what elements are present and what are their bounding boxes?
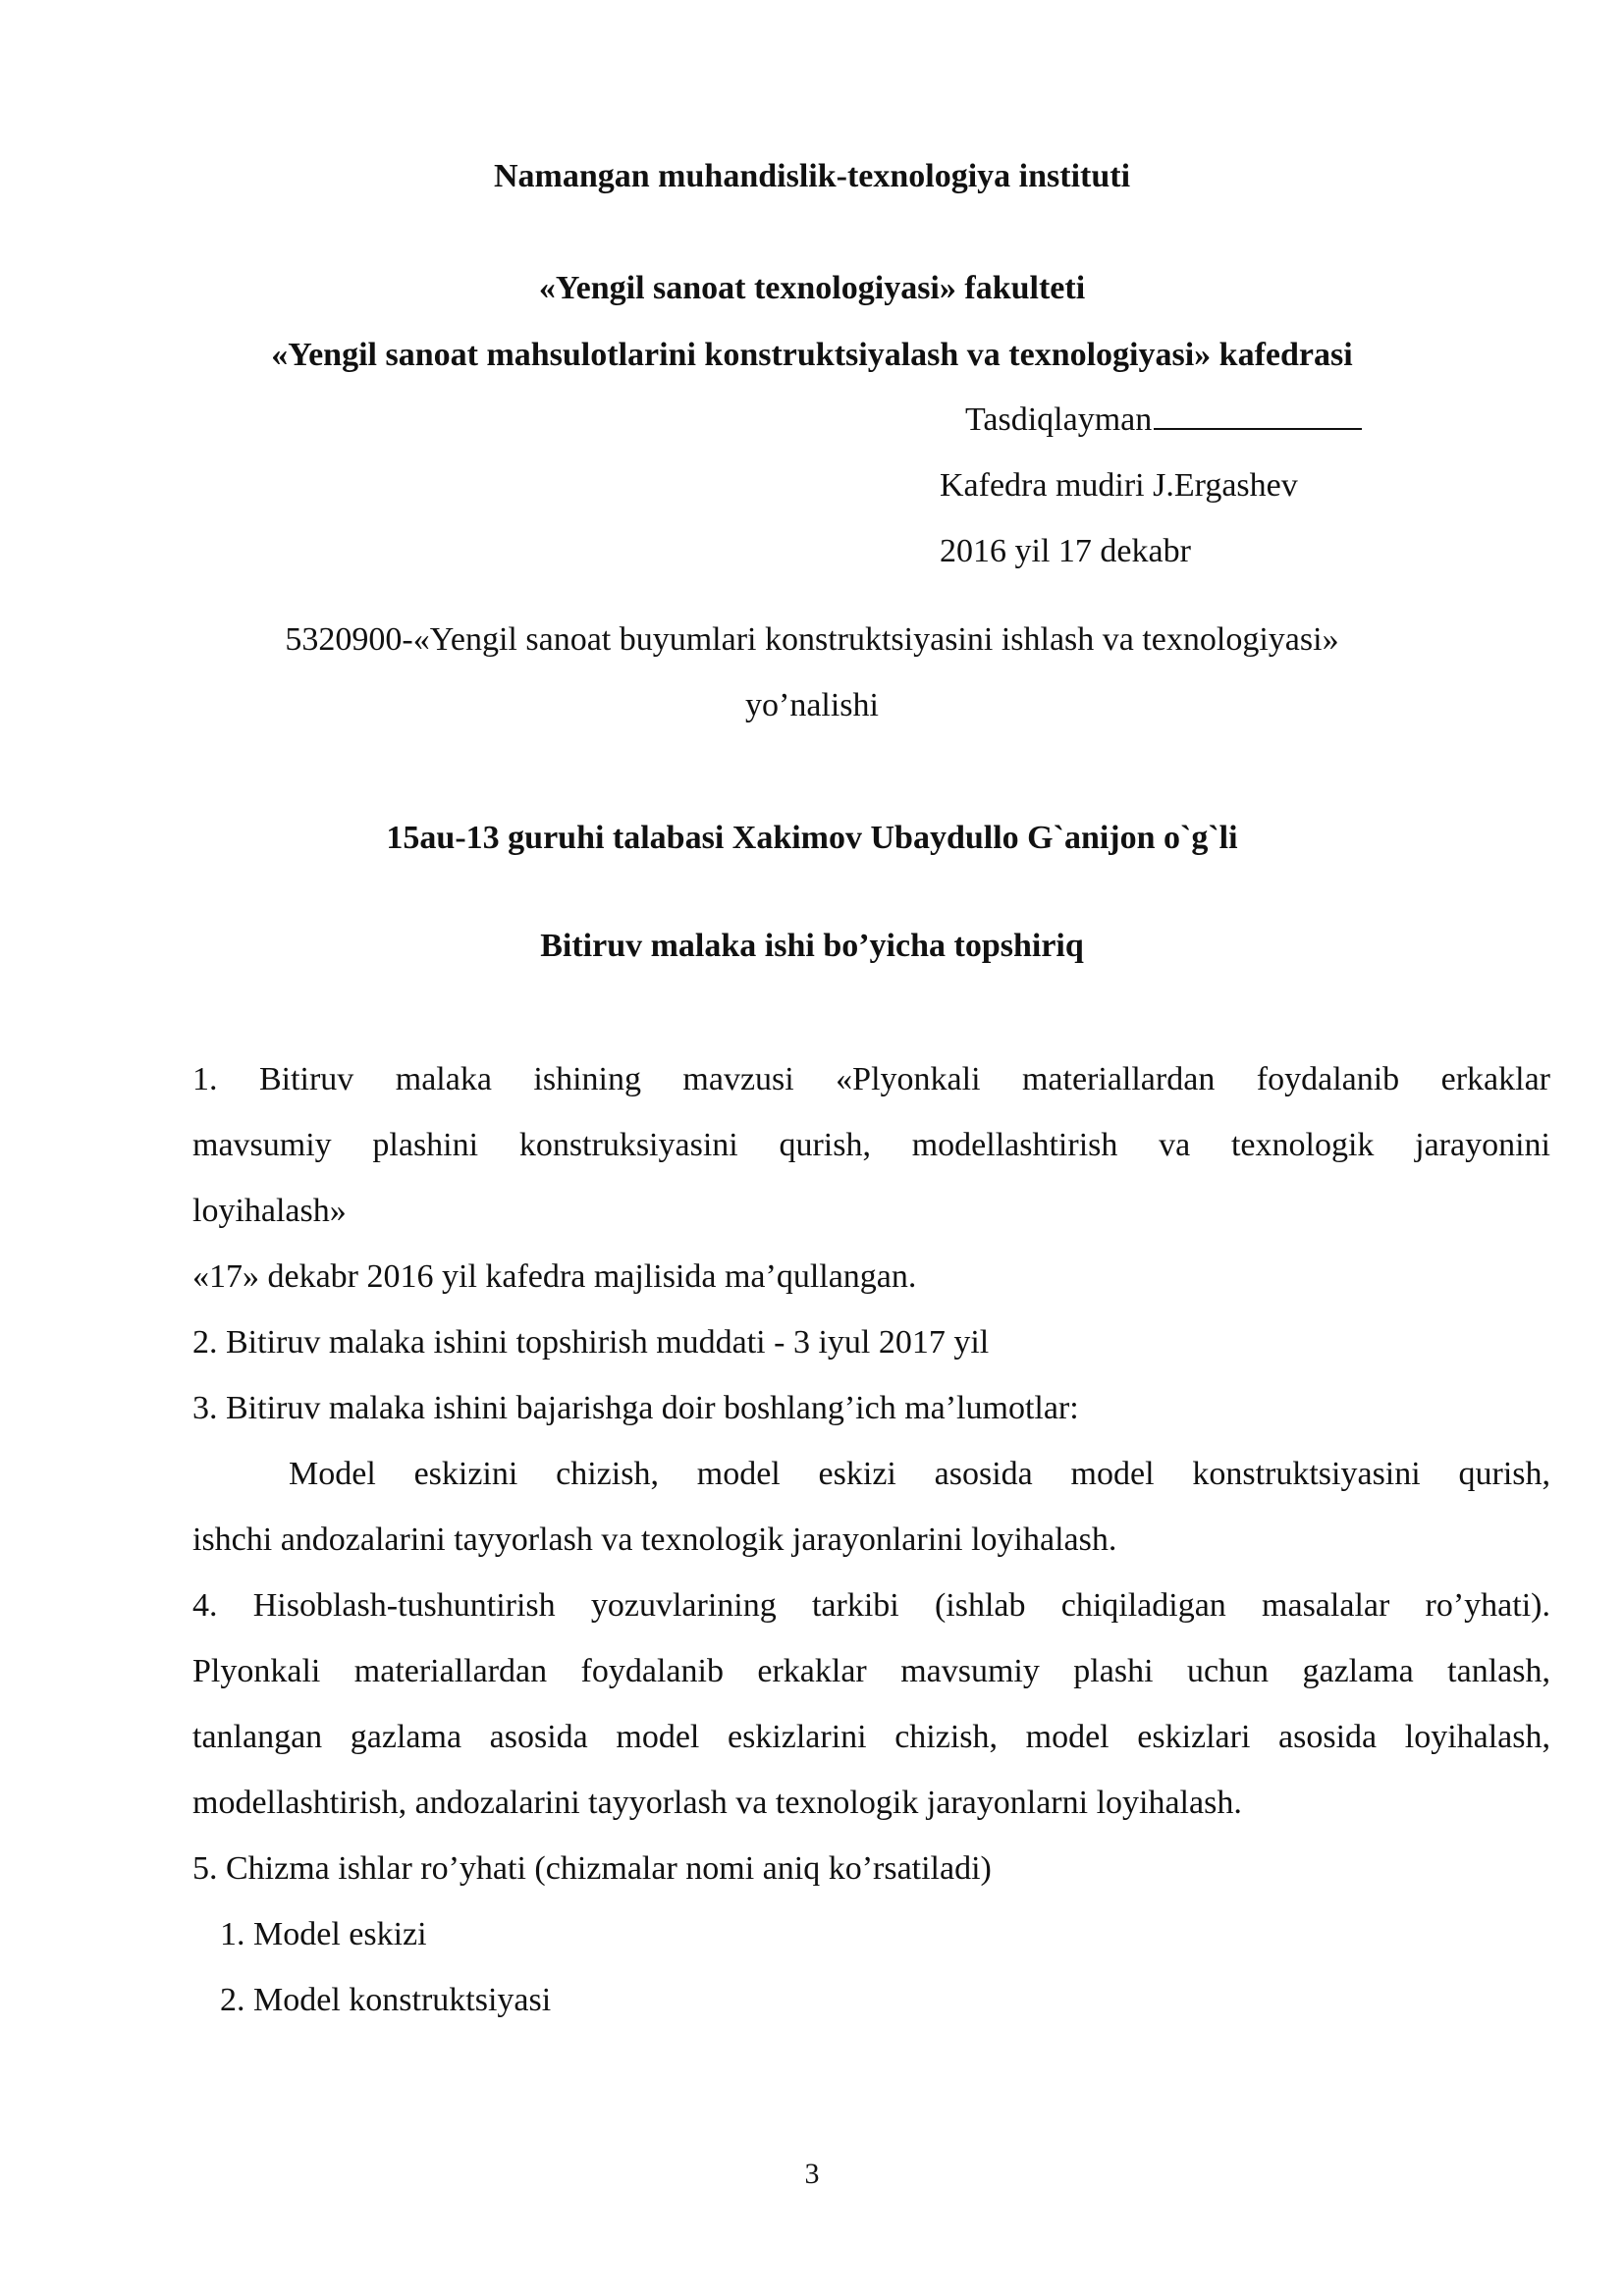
item1-line2: mavsumiy plashini konstruksiyasini qurish, modellashtirish va texnologik jarayonini bbox=[192, 1127, 1550, 1163]
item3-detail-line2: ishchi andozalarini tayyorlash va texnologik jarayonlarini loyihalash. bbox=[192, 1522, 1117, 1558]
student-info: 15au-13 guruhi talabasi Xakimov Ubaydullo G`anijon o`g`li bbox=[386, 820, 1238, 856]
approval-date: 2016 yil 17 dekabr bbox=[940, 533, 1191, 569]
item4-line1: 4. Hisoblash-tushuntirish yozuvlarining tarkibi (ishlab chiqiladigan masalalar ro’yhati). bbox=[192, 1587, 1550, 1624]
faculty-name: «Yengil sanoat texnologiyasi» fakulteti bbox=[538, 270, 1086, 306]
item4-line4: modellashtirish, andozalarini tayyorlash va texnologik jarayonlarni loyihalash. bbox=[192, 1785, 1242, 1821]
drawing-item: 1. Model eskizi bbox=[220, 1916, 427, 1952]
item5-drawings-list: 5. Chizma ishlar ro’yhati (chizmalar nomi aniq ko’rsatiladi) bbox=[192, 1850, 992, 1887]
item3-initial-data: 3. Bitiruv malaka ishini bajarishga doir boshlang’ich ma’lumotlar: bbox=[192, 1390, 1079, 1426]
drawing-item: 2. Model konstruktsiyasi bbox=[220, 1982, 552, 2018]
direction-line-1: 5320900-«Yengil sanoat buyumlari konstruktsiyasini ishlash va texnologiyasi» bbox=[285, 621, 1339, 658]
item1-approved: «17» dekabr 2016 yil kafedra majlisida ma’qullangan. bbox=[192, 1258, 917, 1295]
item4-line2: Plyonkali materiallardan foydalanib erkaklar mavsumiy plashi uchun gazlama tanlash, bbox=[192, 1653, 1550, 1689]
item1-line1: 1. Bitiruv malaka ishining mavzusi «Plyonkali materiallardan foydalanib erkaklar bbox=[192, 1061, 1550, 1097]
item4-line3: tanlangan gazlama asosida model eskizlarini chizish, model eskizlari asosida loyihalash, bbox=[192, 1719, 1550, 1755]
department-head: Kafedra mudiri J.Ergashev bbox=[940, 467, 1298, 504]
signature-line bbox=[1154, 399, 1362, 430]
institute-name: Namangan muhandislik-texnologiya instituti bbox=[493, 158, 1131, 194]
item1-line3: loyihalash» bbox=[192, 1193, 347, 1229]
approval-label-line bbox=[965, 399, 1362, 442]
item3-detail-line1: Model eskizini chizish, model eskizi asosida model konstruktsiyasini qurish, bbox=[289, 1456, 1550, 1492]
item2-deadline: 2. Bitiruv malaka ishini topshirish muddati - 3 iyul 2017 yil bbox=[192, 1324, 990, 1361]
direction-line-2: yo’nalishi bbox=[745, 687, 879, 723]
department-name: «Yengil sanoat mahsulotlarini konstruktsiyalash va texnologiyasi» kafedrasi bbox=[271, 337, 1353, 373]
assignment-title: Bitiruv malaka ishi bo’yicha topshiriq bbox=[540, 928, 1084, 964]
page-number: 3 bbox=[804, 2158, 820, 2190]
approval-label: Tasdiqlayman bbox=[965, 401, 1153, 438]
